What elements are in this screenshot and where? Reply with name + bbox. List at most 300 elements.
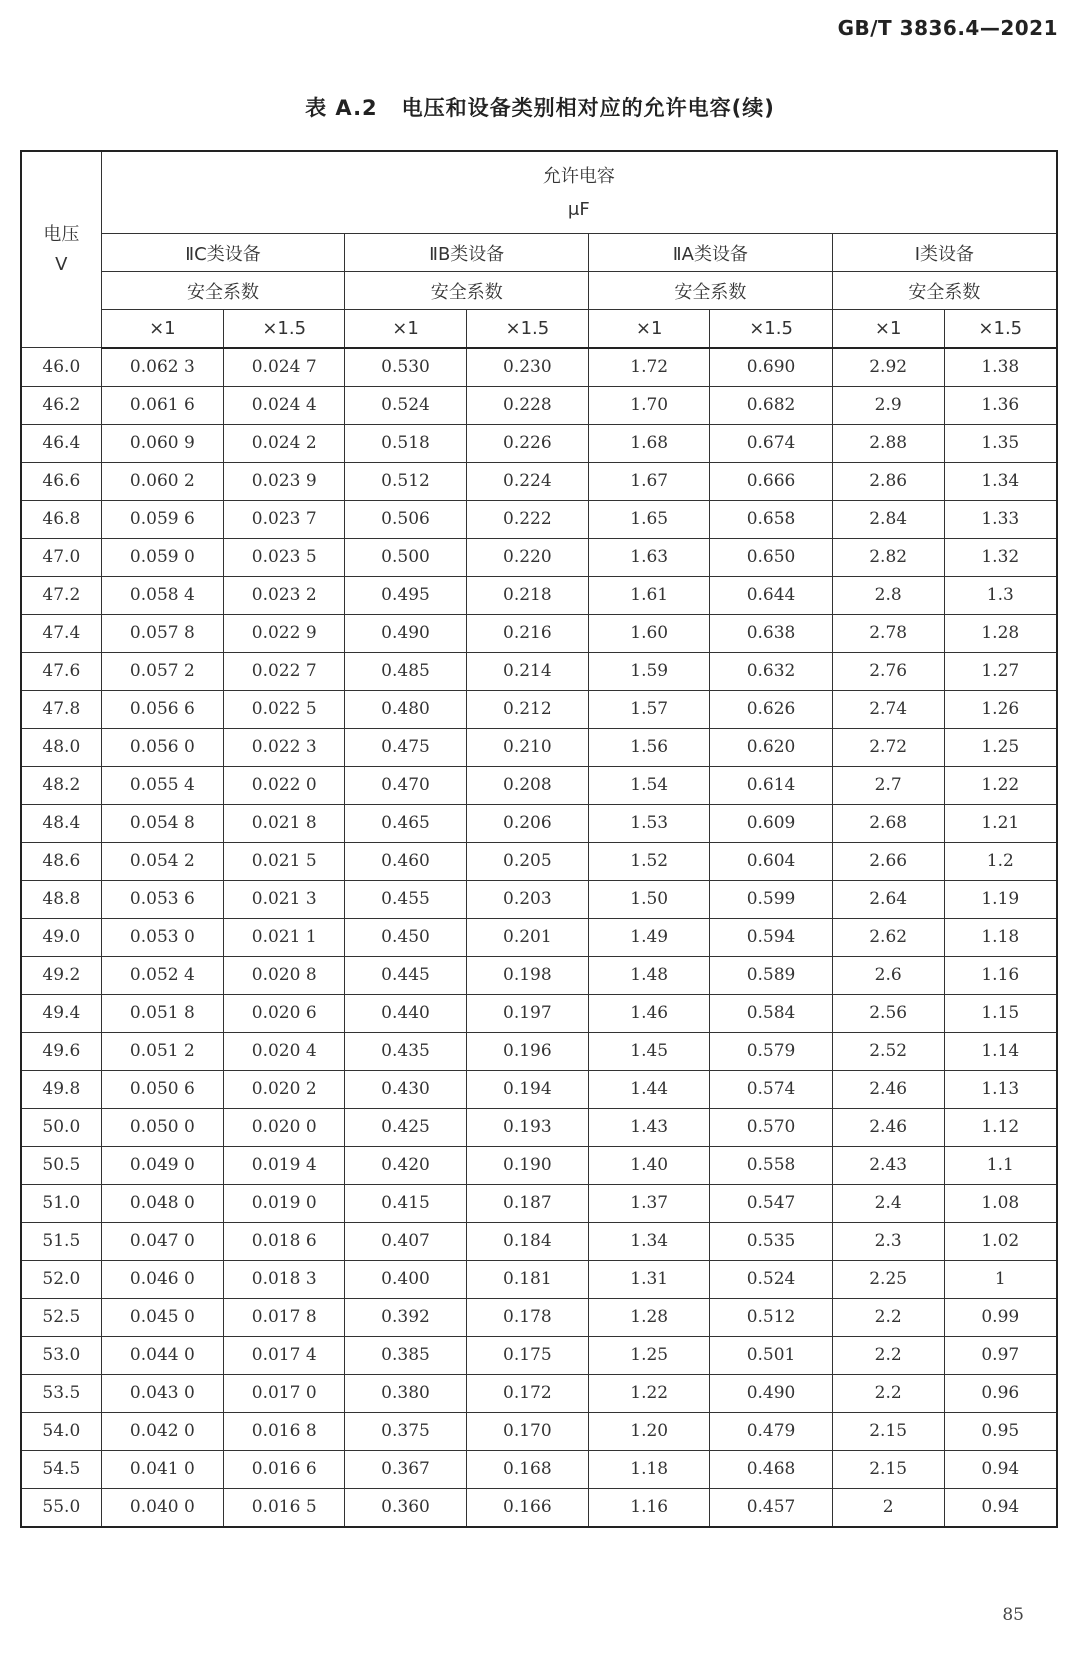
i-x1-cell: 2.86 bbox=[832, 462, 944, 500]
factor-header: ×1.5 bbox=[710, 310, 832, 348]
iia-x1-5-cell: 0.658 bbox=[710, 500, 832, 538]
i-x1-cell: 2.46 bbox=[832, 1108, 944, 1146]
iia-x1-5-cell: 0.644 bbox=[710, 576, 832, 614]
iib-x1-5-cell: 0.220 bbox=[466, 538, 588, 576]
iib-x1-5-cell: 0.210 bbox=[466, 728, 588, 766]
iic-x1-cell: 0.051 2 bbox=[101, 1032, 223, 1070]
voltage-unit: V bbox=[55, 253, 68, 275]
i-x1-5-cell: 1.27 bbox=[944, 652, 1057, 690]
i-x1-cell: 2.72 bbox=[832, 728, 944, 766]
iib-x1-5-cell: 0.198 bbox=[466, 956, 588, 994]
voltage-cell: 51.5 bbox=[21, 1222, 101, 1260]
iic-x1-cell: 0.059 0 bbox=[101, 538, 223, 576]
iib-x1-cell: 0.360 bbox=[345, 1488, 466, 1527]
iic-x1-5-cell: 0.020 2 bbox=[224, 1070, 345, 1108]
iib-x1-5-cell: 0.206 bbox=[466, 804, 588, 842]
table-row bbox=[21, 348, 1057, 387]
iib-x1-cell: 0.518 bbox=[345, 424, 466, 462]
iib-x1-cell: 0.495 bbox=[345, 576, 466, 614]
iib-x1-cell: 0.506 bbox=[345, 500, 466, 538]
factor-header: ×1 bbox=[345, 310, 466, 348]
iia-x1-5-cell: 0.574 bbox=[710, 1070, 832, 1108]
iib-x1-cell: 0.380 bbox=[345, 1374, 466, 1412]
voltage-cell: 47.2 bbox=[21, 576, 101, 614]
iia-x1-cell: 1.54 bbox=[589, 766, 710, 804]
iib-x1-5-cell: 0.172 bbox=[466, 1374, 588, 1412]
table-body bbox=[21, 348, 1057, 1527]
iib-x1-5-cell: 0.228 bbox=[466, 386, 588, 424]
iic-x1-5-cell: 0.023 9 bbox=[224, 462, 345, 500]
iib-x1-5-cell: 0.224 bbox=[466, 462, 588, 500]
iic-x1-5-cell: 0.024 7 bbox=[224, 348, 345, 387]
i-x1-cell: 2.92 bbox=[832, 348, 944, 387]
voltage-cell: 47.4 bbox=[21, 614, 101, 652]
i-x1-5-cell: 1.35 bbox=[944, 424, 1057, 462]
iib-x1-5-cell: 0.194 bbox=[466, 1070, 588, 1108]
i-x1-5-cell: 1.1 bbox=[944, 1146, 1057, 1184]
iib-x1-5-cell: 0.212 bbox=[466, 690, 588, 728]
iic-x1-5-cell: 0.017 8 bbox=[224, 1298, 345, 1336]
voltage-cell: 50.0 bbox=[21, 1108, 101, 1146]
voltage-cell: 54.0 bbox=[21, 1412, 101, 1450]
i-x1-cell: 2.7 bbox=[832, 766, 944, 804]
table-row bbox=[21, 804, 1057, 842]
iic-x1-cell: 0.044 0 bbox=[101, 1336, 223, 1374]
iic-x1-cell: 0.056 0 bbox=[101, 728, 223, 766]
iia-x1-cell: 1.45 bbox=[589, 1032, 710, 1070]
iic-x1-5-cell: 0.024 2 bbox=[224, 424, 345, 462]
iia-x1-5-cell: 0.604 bbox=[710, 842, 832, 880]
voltage-cell: 53.5 bbox=[21, 1374, 101, 1412]
iib-x1-5-cell: 0.216 bbox=[466, 614, 588, 652]
table-row bbox=[21, 842, 1057, 880]
voltage-cell: 48.0 bbox=[21, 728, 101, 766]
iib-x1-5-cell: 0.218 bbox=[466, 576, 588, 614]
table-row bbox=[21, 728, 1057, 766]
iib-x1-5-cell: 0.168 bbox=[466, 1450, 588, 1488]
iia-x1-cell: 1.68 bbox=[589, 424, 710, 462]
voltage-cell: 53.0 bbox=[21, 1336, 101, 1374]
capacitance-label: 允许电容 bbox=[542, 165, 615, 187]
iic-x1-cell: 0.053 0 bbox=[101, 918, 223, 956]
iib-x1-cell: 0.407 bbox=[345, 1222, 466, 1260]
iic-x1-5-cell: 0.016 6 bbox=[224, 1450, 345, 1488]
factor-header: ×1 bbox=[589, 310, 710, 348]
iic-x1-cell: 0.061 6 bbox=[101, 386, 223, 424]
iia-x1-5-cell: 0.547 bbox=[710, 1184, 832, 1222]
i-x1-cell: 2.6 bbox=[832, 956, 944, 994]
iic-x1-cell: 0.056 6 bbox=[101, 690, 223, 728]
voltage-cell: 46.0 bbox=[21, 348, 101, 387]
iia-x1-cell: 1.37 bbox=[589, 1184, 710, 1222]
iia-x1-5-cell: 0.620 bbox=[710, 728, 832, 766]
table-row bbox=[21, 1336, 1057, 1374]
voltage-cell: 49.0 bbox=[21, 918, 101, 956]
i-x1-cell: 2.82 bbox=[832, 538, 944, 576]
iia-x1-cell: 1.65 bbox=[589, 500, 710, 538]
iic-x1-cell: 0.049 0 bbox=[101, 1146, 223, 1184]
i-x1-5-cell: 1.16 bbox=[944, 956, 1057, 994]
table-row bbox=[21, 956, 1057, 994]
iib-x1-cell: 0.445 bbox=[345, 956, 466, 994]
table-caption: 电压和设备类别相对应的允许电容(续) bbox=[401, 96, 775, 120]
factor-header: ×1.5 bbox=[224, 310, 345, 348]
table-row bbox=[21, 1032, 1057, 1070]
iic-x1-5-cell: 0.016 8 bbox=[224, 1412, 345, 1450]
iia-x1-5-cell: 0.626 bbox=[710, 690, 832, 728]
iib-x1-cell: 0.524 bbox=[345, 386, 466, 424]
iib-x1-cell: 0.430 bbox=[345, 1070, 466, 1108]
i-x1-cell: 2.52 bbox=[832, 1032, 944, 1070]
voltage-cell: 48.4 bbox=[21, 804, 101, 842]
iib-x1-5-cell: 0.190 bbox=[466, 1146, 588, 1184]
iia-x1-5-cell: 0.650 bbox=[710, 538, 832, 576]
iic-x1-cell: 0.058 4 bbox=[101, 576, 223, 614]
i-x1-5-cell: 1.34 bbox=[944, 462, 1057, 500]
iic-x1-5-cell: 0.024 4 bbox=[224, 386, 345, 424]
iic-x1-cell: 0.047 0 bbox=[101, 1222, 223, 1260]
iic-x1-5-cell: 0.019 0 bbox=[224, 1184, 345, 1222]
i-x1-cell: 2.88 bbox=[832, 424, 944, 462]
iia-x1-5-cell: 0.535 bbox=[710, 1222, 832, 1260]
voltage-cell: 46.4 bbox=[21, 424, 101, 462]
iia-x1-cell: 1.18 bbox=[589, 1450, 710, 1488]
i-x1-cell: 2.3 bbox=[832, 1222, 944, 1260]
group-header-iia: ⅡA类设备 bbox=[589, 234, 833, 272]
iib-x1-5-cell: 0.197 bbox=[466, 994, 588, 1032]
iic-x1-cell: 0.051 8 bbox=[101, 994, 223, 1032]
iia-x1-cell: 1.16 bbox=[589, 1488, 710, 1527]
safety-factor-header: 安全系数 bbox=[345, 272, 589, 310]
iic-x1-5-cell: 0.018 3 bbox=[224, 1260, 345, 1298]
iib-x1-cell: 0.500 bbox=[345, 538, 466, 576]
i-x1-5-cell: 0.96 bbox=[944, 1374, 1057, 1412]
iic-x1-5-cell: 0.021 1 bbox=[224, 918, 345, 956]
i-x1-cell: 2.66 bbox=[832, 842, 944, 880]
iia-x1-5-cell: 0.589 bbox=[710, 956, 832, 994]
iia-x1-5-cell: 0.666 bbox=[710, 462, 832, 500]
iia-x1-cell: 1.53 bbox=[589, 804, 710, 842]
i-x1-5-cell: 1.36 bbox=[944, 386, 1057, 424]
iia-x1-cell: 1.28 bbox=[589, 1298, 710, 1336]
factor-header: ×1 bbox=[101, 310, 223, 348]
iic-x1-cell: 0.046 0 bbox=[101, 1260, 223, 1298]
iia-x1-5-cell: 0.638 bbox=[710, 614, 832, 652]
iia-x1-5-cell: 0.682 bbox=[710, 386, 832, 424]
iia-x1-cell: 1.50 bbox=[589, 880, 710, 918]
table-number: 表 A.2 bbox=[305, 96, 378, 120]
iib-x1-5-cell: 0.203 bbox=[466, 880, 588, 918]
i-x1-5-cell: 1.12 bbox=[944, 1108, 1057, 1146]
voltage-header bbox=[21, 151, 101, 348]
i-x1-cell: 2.43 bbox=[832, 1146, 944, 1184]
iia-x1-cell: 1.61 bbox=[589, 576, 710, 614]
iic-x1-5-cell: 0.022 9 bbox=[224, 614, 345, 652]
capacitance-table bbox=[20, 150, 1058, 1528]
table-row bbox=[21, 1184, 1057, 1222]
i-x1-5-cell: 0.94 bbox=[944, 1450, 1057, 1488]
iib-x1-5-cell: 0.187 bbox=[466, 1184, 588, 1222]
iic-x1-cell: 0.052 4 bbox=[101, 956, 223, 994]
table-row bbox=[21, 652, 1057, 690]
iia-x1-cell: 1.72 bbox=[589, 348, 710, 387]
iia-x1-cell: 1.43 bbox=[589, 1108, 710, 1146]
iib-x1-cell: 0.385 bbox=[345, 1336, 466, 1374]
safety-factor-header: 安全系数 bbox=[589, 272, 833, 310]
iib-x1-5-cell: 0.230 bbox=[466, 348, 588, 387]
voltage-cell: 54.5 bbox=[21, 1450, 101, 1488]
i-x1-5-cell: 1.2 bbox=[944, 842, 1057, 880]
factor-header: ×1.5 bbox=[466, 310, 588, 348]
i-x1-cell: 2.25 bbox=[832, 1260, 944, 1298]
iib-x1-cell: 0.375 bbox=[345, 1412, 466, 1450]
iib-x1-cell: 0.435 bbox=[345, 1032, 466, 1070]
iic-x1-cell: 0.054 8 bbox=[101, 804, 223, 842]
voltage-cell: 50.5 bbox=[21, 1146, 101, 1184]
iic-x1-cell: 0.057 2 bbox=[101, 652, 223, 690]
iic-x1-5-cell: 0.021 3 bbox=[224, 880, 345, 918]
i-x1-cell: 2.15 bbox=[832, 1450, 944, 1488]
i-x1-cell: 2.9 bbox=[832, 386, 944, 424]
iic-x1-5-cell: 0.020 0 bbox=[224, 1108, 345, 1146]
i-x1-cell: 2.74 bbox=[832, 690, 944, 728]
iia-x1-5-cell: 0.674 bbox=[710, 424, 832, 462]
iia-x1-cell: 1.40 bbox=[589, 1146, 710, 1184]
i-x1-cell: 2.46 bbox=[832, 1070, 944, 1108]
iia-x1-5-cell: 0.609 bbox=[710, 804, 832, 842]
table-header bbox=[21, 151, 1057, 348]
iia-x1-cell: 1.57 bbox=[589, 690, 710, 728]
iia-x1-5-cell: 0.512 bbox=[710, 1298, 832, 1336]
table-row bbox=[21, 918, 1057, 956]
iib-x1-cell: 0.420 bbox=[345, 1146, 466, 1184]
iia-x1-5-cell: 0.501 bbox=[710, 1336, 832, 1374]
iia-x1-cell: 1.46 bbox=[589, 994, 710, 1032]
i-x1-cell: 2.2 bbox=[832, 1374, 944, 1412]
iib-x1-5-cell: 0.178 bbox=[466, 1298, 588, 1336]
i-x1-5-cell: 1.33 bbox=[944, 500, 1057, 538]
voltage-cell: 46.8 bbox=[21, 500, 101, 538]
table-row bbox=[21, 690, 1057, 728]
iib-x1-cell: 0.367 bbox=[345, 1450, 466, 1488]
i-x1-cell: 2.8 bbox=[832, 576, 944, 614]
voltage-cell: 48.2 bbox=[21, 766, 101, 804]
iib-x1-5-cell: 0.201 bbox=[466, 918, 588, 956]
iia-x1-5-cell: 0.614 bbox=[710, 766, 832, 804]
table-row bbox=[21, 1146, 1057, 1184]
i-x1-5-cell: 1.18 bbox=[944, 918, 1057, 956]
iib-x1-5-cell: 0.226 bbox=[466, 424, 588, 462]
iia-x1-cell: 1.31 bbox=[589, 1260, 710, 1298]
iib-x1-cell: 0.440 bbox=[345, 994, 466, 1032]
iib-x1-5-cell: 0.181 bbox=[466, 1260, 588, 1298]
iia-x1-cell: 1.70 bbox=[589, 386, 710, 424]
i-x1-5-cell: 0.99 bbox=[944, 1298, 1057, 1336]
i-x1-cell: 2.2 bbox=[832, 1336, 944, 1374]
i-x1-5-cell: 1.21 bbox=[944, 804, 1057, 842]
iic-x1-cell: 0.040 0 bbox=[101, 1488, 223, 1527]
i-x1-cell: 2 bbox=[832, 1488, 944, 1527]
iia-x1-5-cell: 0.524 bbox=[710, 1260, 832, 1298]
iia-x1-5-cell: 0.468 bbox=[710, 1450, 832, 1488]
table-row bbox=[21, 576, 1057, 614]
voltage-cell: 47.6 bbox=[21, 652, 101, 690]
factor-header: ×1.5 bbox=[944, 310, 1057, 348]
voltage-cell: 49.8 bbox=[21, 1070, 101, 1108]
iib-x1-cell: 0.425 bbox=[345, 1108, 466, 1146]
i-x1-cell: 2.62 bbox=[832, 918, 944, 956]
factor-header: ×1 bbox=[832, 310, 944, 348]
iia-x1-cell: 1.49 bbox=[589, 918, 710, 956]
safety-factor-header: 安全系数 bbox=[832, 272, 1057, 310]
i-x1-5-cell: 1.13 bbox=[944, 1070, 1057, 1108]
iic-x1-cell: 0.060 9 bbox=[101, 424, 223, 462]
iic-x1-5-cell: 0.023 7 bbox=[224, 500, 345, 538]
iic-x1-5-cell: 0.018 6 bbox=[224, 1222, 345, 1260]
iia-x1-cell: 1.56 bbox=[589, 728, 710, 766]
iic-x1-5-cell: 0.022 3 bbox=[224, 728, 345, 766]
standard-number: GB/T 3836.4—2021 bbox=[837, 16, 1058, 40]
iic-x1-cell: 0.062 3 bbox=[101, 348, 223, 387]
iic-x1-cell: 0.053 6 bbox=[101, 880, 223, 918]
iic-x1-5-cell: 0.022 7 bbox=[224, 652, 345, 690]
voltage-cell: 49.6 bbox=[21, 1032, 101, 1070]
table-row bbox=[21, 1260, 1057, 1298]
iic-x1-cell: 0.059 6 bbox=[101, 500, 223, 538]
iia-x1-cell: 1.60 bbox=[589, 614, 710, 652]
voltage-cell: 47.8 bbox=[21, 690, 101, 728]
iia-x1-cell: 1.52 bbox=[589, 842, 710, 880]
iia-x1-cell: 1.48 bbox=[589, 956, 710, 994]
voltage-cell: 46.6 bbox=[21, 462, 101, 500]
table-row bbox=[21, 1222, 1057, 1260]
iia-x1-cell: 1.63 bbox=[589, 538, 710, 576]
iic-x1-5-cell: 0.021 8 bbox=[224, 804, 345, 842]
i-x1-cell: 2.68 bbox=[832, 804, 944, 842]
iia-x1-5-cell: 0.584 bbox=[710, 994, 832, 1032]
group-header-iic: ⅡC类设备 bbox=[101, 234, 345, 272]
capacitance-header bbox=[101, 151, 1057, 234]
i-x1-cell: 2.84 bbox=[832, 500, 944, 538]
iib-x1-cell: 0.392 bbox=[345, 1298, 466, 1336]
iib-x1-cell: 0.470 bbox=[345, 766, 466, 804]
i-x1-cell: 2.76 bbox=[832, 652, 944, 690]
table-row bbox=[21, 1374, 1057, 1412]
voltage-cell: 49.2 bbox=[21, 956, 101, 994]
table-row bbox=[21, 424, 1057, 462]
iib-x1-cell: 0.465 bbox=[345, 804, 466, 842]
voltage-cell: 51.0 bbox=[21, 1184, 101, 1222]
iia-x1-cell: 1.20 bbox=[589, 1412, 710, 1450]
iic-x1-cell: 0.054 2 bbox=[101, 842, 223, 880]
iib-x1-cell: 0.415 bbox=[345, 1184, 466, 1222]
table-row bbox=[21, 614, 1057, 652]
table-title bbox=[0, 92, 1080, 122]
table-row bbox=[21, 500, 1057, 538]
page-number: 85 bbox=[1002, 1605, 1024, 1625]
iia-x1-5-cell: 0.570 bbox=[710, 1108, 832, 1146]
iib-x1-5-cell: 0.208 bbox=[466, 766, 588, 804]
i-x1-5-cell: 1.26 bbox=[944, 690, 1057, 728]
iib-x1-cell: 0.480 bbox=[345, 690, 466, 728]
table-row bbox=[21, 1450, 1057, 1488]
i-x1-cell: 2.4 bbox=[832, 1184, 944, 1222]
iic-x1-cell: 0.050 6 bbox=[101, 1070, 223, 1108]
iic-x1-cell: 0.060 2 bbox=[101, 462, 223, 500]
i-x1-cell: 2.15 bbox=[832, 1412, 944, 1450]
i-x1-cell: 2.2 bbox=[832, 1298, 944, 1336]
voltage-label: 电压 bbox=[43, 223, 80, 245]
iia-x1-5-cell: 0.479 bbox=[710, 1412, 832, 1450]
iia-x1-cell: 1.67 bbox=[589, 462, 710, 500]
iib-x1-cell: 0.485 bbox=[345, 652, 466, 690]
i-x1-5-cell: 1.32 bbox=[944, 538, 1057, 576]
iic-x1-5-cell: 0.023 2 bbox=[224, 576, 345, 614]
iib-x1-5-cell: 0.196 bbox=[466, 1032, 588, 1070]
table-row bbox=[21, 766, 1057, 804]
i-x1-5-cell: 1 bbox=[944, 1260, 1057, 1298]
voltage-cell: 48.6 bbox=[21, 842, 101, 880]
iia-x1-5-cell: 0.457 bbox=[710, 1488, 832, 1527]
iia-x1-5-cell: 0.690 bbox=[710, 348, 832, 387]
iic-x1-5-cell: 0.020 4 bbox=[224, 1032, 345, 1070]
group-header-iib: ⅡB类设备 bbox=[345, 234, 589, 272]
iia-x1-5-cell: 0.599 bbox=[710, 880, 832, 918]
i-x1-cell: 2.64 bbox=[832, 880, 944, 918]
iic-x1-cell: 0.042 0 bbox=[101, 1412, 223, 1450]
group-header-i: Ⅰ类设备 bbox=[832, 234, 1057, 272]
iib-x1-5-cell: 0.166 bbox=[466, 1488, 588, 1527]
i-x1-cell: 2.78 bbox=[832, 614, 944, 652]
iib-x1-cell: 0.490 bbox=[345, 614, 466, 652]
table-row bbox=[21, 994, 1057, 1032]
table-row bbox=[21, 462, 1057, 500]
iib-x1-cell: 0.530 bbox=[345, 348, 466, 387]
iic-x1-5-cell: 0.020 6 bbox=[224, 994, 345, 1032]
iib-x1-5-cell: 0.175 bbox=[466, 1336, 588, 1374]
i-x1-5-cell: 1.15 bbox=[944, 994, 1057, 1032]
iib-x1-cell: 0.455 bbox=[345, 880, 466, 918]
i-x1-5-cell: 1.19 bbox=[944, 880, 1057, 918]
iib-x1-5-cell: 0.170 bbox=[466, 1412, 588, 1450]
iia-x1-cell: 1.34 bbox=[589, 1222, 710, 1260]
voltage-cell: 46.2 bbox=[21, 386, 101, 424]
iic-x1-5-cell: 0.019 4 bbox=[224, 1146, 345, 1184]
iic-x1-5-cell: 0.021 5 bbox=[224, 842, 345, 880]
iic-x1-cell: 0.050 0 bbox=[101, 1108, 223, 1146]
voltage-cell: 52.0 bbox=[21, 1260, 101, 1298]
iic-x1-5-cell: 0.023 5 bbox=[224, 538, 345, 576]
iic-x1-5-cell: 0.022 0 bbox=[224, 766, 345, 804]
iia-x1-5-cell: 0.558 bbox=[710, 1146, 832, 1184]
iic-x1-5-cell: 0.016 5 bbox=[224, 1488, 345, 1527]
table-row bbox=[21, 880, 1057, 918]
table-row bbox=[21, 1070, 1057, 1108]
i-x1-5-cell: 1.14 bbox=[944, 1032, 1057, 1070]
iia-x1-5-cell: 0.594 bbox=[710, 918, 832, 956]
voltage-cell: 52.5 bbox=[21, 1298, 101, 1336]
iia-x1-5-cell: 0.579 bbox=[710, 1032, 832, 1070]
iic-x1-cell: 0.041 0 bbox=[101, 1450, 223, 1488]
iia-x1-5-cell: 0.490 bbox=[710, 1374, 832, 1412]
i-x1-5-cell: 0.95 bbox=[944, 1412, 1057, 1450]
table-row bbox=[21, 538, 1057, 576]
iib-x1-5-cell: 0.222 bbox=[466, 500, 588, 538]
iib-x1-cell: 0.512 bbox=[345, 462, 466, 500]
i-x1-5-cell: 1.22 bbox=[944, 766, 1057, 804]
i-x1-5-cell: 1.25 bbox=[944, 728, 1057, 766]
i-x1-5-cell: 0.94 bbox=[944, 1488, 1057, 1527]
